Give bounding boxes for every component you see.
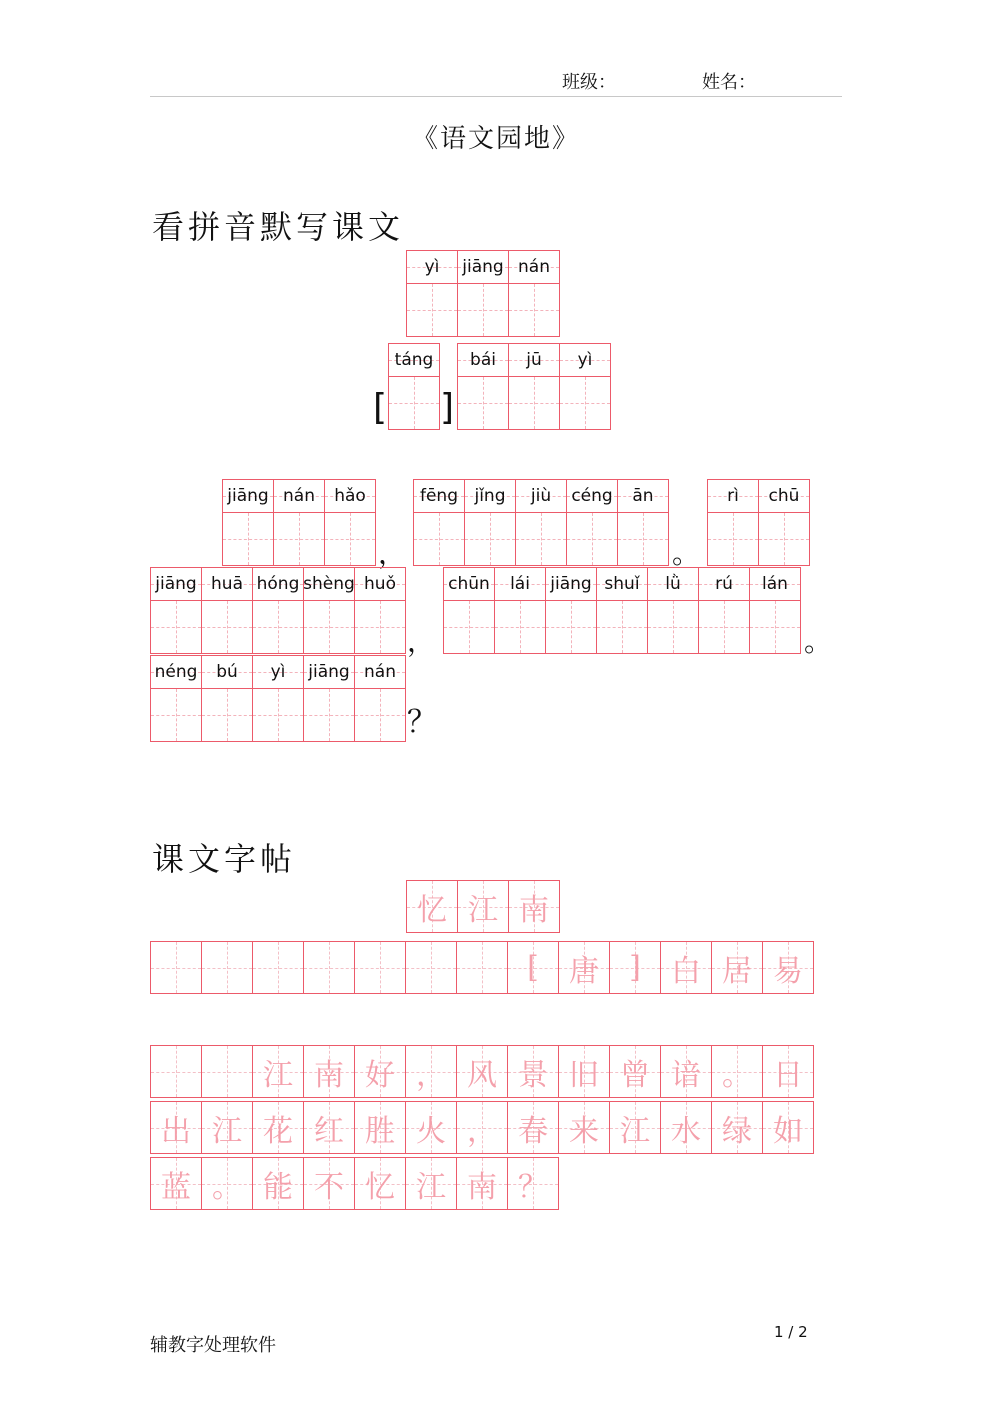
- pinyin-row-title: [406, 250, 560, 337]
- copybook-cell: [201, 1045, 253, 1098]
- pinyin-row-dynasty: [388, 343, 440, 430]
- pinyin-box: [151, 656, 201, 689]
- page-number: 1 / 2: [774, 1323, 808, 1341]
- copybook-cell: [762, 1101, 814, 1154]
- hanzi-box[interactable]: [151, 689, 201, 741]
- copybook-cell: [711, 1045, 763, 1098]
- pinyin-text: shuǐ: [604, 574, 640, 594]
- copybook-cell: [456, 941, 508, 994]
- writing-cell: [354, 567, 406, 654]
- writing-cell: [494, 567, 546, 654]
- copybook-cell: [303, 1045, 355, 1098]
- writing-cell: [566, 479, 618, 566]
- trace-char: 。: [212, 1169, 242, 1205]
- trace-char: 江: [468, 892, 498, 928]
- name-label: 姓名：: [702, 72, 756, 93]
- pinyin-box: [648, 568, 698, 601]
- pinyin-box: [699, 568, 749, 601]
- pinyin-box: [407, 251, 457, 284]
- writing-cell: [508, 250, 560, 337]
- pinyin-box: [253, 656, 303, 689]
- trace-char: 旧: [569, 1057, 599, 1093]
- trace-char: 南: [519, 892, 549, 928]
- copybook-cell: [558, 941, 610, 994]
- copybook-cell: [405, 1101, 457, 1154]
- trace-char: 易: [773, 953, 803, 989]
- pinyin-box: [444, 568, 494, 601]
- bracket-left: [: [373, 387, 388, 428]
- writing-cell: [617, 479, 669, 566]
- copybook-row: [150, 1045, 814, 1098]
- copybook-cell: [303, 941, 355, 994]
- pinyin-text: chū: [768, 486, 800, 506]
- pinyin-box: [355, 656, 405, 689]
- pinyin-box: [495, 568, 545, 601]
- copybook-cell: [303, 1157, 355, 1210]
- writing-cell: [698, 567, 750, 654]
- trace-char: 好: [365, 1057, 395, 1093]
- pinyin-box: [253, 568, 303, 601]
- copybook-cell: [456, 1045, 508, 1098]
- copybook-cell: [609, 941, 661, 994]
- trace-char: ]: [629, 950, 641, 985]
- hanzi-box[interactable]: [223, 513, 273, 565]
- hanzi-box[interactable]: [355, 689, 405, 741]
- pinyin-text: jiāng: [155, 574, 197, 594]
- pinyin-text: hóng: [256, 574, 300, 594]
- writing-cell: [222, 479, 274, 566]
- hanzi-box[interactable]: [202, 601, 252, 653]
- punct-comma-1: ，: [378, 537, 407, 570]
- pinyin-text: yì: [577, 350, 593, 370]
- trace-char: 水: [671, 1113, 701, 1149]
- trace-char: 南: [467, 1169, 497, 1205]
- pinyin-text: yì: [424, 257, 440, 277]
- punct-period-2: 。: [804, 625, 833, 658]
- writing-cell: [388, 343, 440, 430]
- pinyin-text: jiù: [530, 486, 552, 506]
- copybook-cell: [252, 1157, 304, 1210]
- trace-char: 不: [314, 1169, 344, 1205]
- trace-char: 火: [416, 1113, 446, 1149]
- hanzi-box[interactable]: [253, 689, 303, 741]
- trace-char: 能: [263, 1169, 293, 1205]
- hanzi-box[interactable]: [458, 284, 508, 336]
- pinyin-text: jū: [526, 350, 542, 370]
- trace-char: 白: [671, 953, 701, 989]
- writing-cell: [201, 567, 253, 654]
- hanzi-box[interactable]: [304, 601, 354, 653]
- copybook-cell: [558, 1045, 610, 1098]
- hanzi-box[interactable]: [407, 284, 457, 336]
- copybook-cell: [354, 941, 406, 994]
- trace-char: ，: [467, 1113, 497, 1149]
- pinyin-text: jiāng: [462, 257, 504, 277]
- pinyin-box: [355, 568, 405, 601]
- copybook-cell: [150, 941, 202, 994]
- hanzi-box[interactable]: [151, 601, 201, 653]
- pinyin-box: [304, 568, 354, 601]
- trace-char: 江: [416, 1169, 446, 1205]
- hanzi-box[interactable]: [509, 284, 559, 336]
- pinyin-box: [325, 480, 375, 513]
- hanzi-box[interactable]: [325, 513, 375, 565]
- pinyin-row-line3: [150, 655, 406, 742]
- hanzi-box[interactable]: [274, 513, 324, 565]
- copybook-cell: [303, 1101, 355, 1154]
- hanzi-box[interactable]: [699, 601, 749, 653]
- pinyin-text: ān: [632, 486, 654, 506]
- pinyin-text: néng: [154, 662, 198, 682]
- pinyin-text: hǎo: [334, 486, 366, 506]
- pinyin-row-line1a: [222, 479, 376, 566]
- hanzi-box[interactable]: [253, 601, 303, 653]
- copybook-cell: [405, 1045, 457, 1098]
- hanzi-box[interactable]: [444, 601, 494, 653]
- copybook-cell: [711, 1101, 763, 1154]
- hanzi-box[interactable]: [495, 601, 545, 653]
- trace-char: 曾: [620, 1057, 650, 1093]
- trace-char: [: [527, 950, 539, 985]
- copybook-cell: [252, 1045, 304, 1098]
- pinyin-box: [458, 251, 508, 284]
- copybook-cell: [405, 941, 457, 994]
- trace-char: ，: [416, 1057, 446, 1093]
- trace-char: 忆: [365, 1169, 395, 1205]
- pinyin-row-author: [457, 343, 611, 430]
- pinyin-box: [516, 480, 566, 513]
- trace-char: 花: [263, 1113, 293, 1149]
- pinyin-box: [750, 568, 800, 601]
- pinyin-text: jiāng: [550, 574, 592, 594]
- copybook-cell: [507, 941, 559, 994]
- copybook-cell: [354, 1045, 406, 1098]
- section-heading-dictation: 看拼音默写课文: [152, 208, 405, 246]
- pinyin-box: [202, 656, 252, 689]
- copybook-row: [150, 941, 814, 994]
- pinyin-box: [509, 251, 559, 284]
- hanzi-box[interactable]: [389, 377, 439, 429]
- copybook-cell: [406, 880, 458, 933]
- punct-period-1: 。: [672, 537, 701, 570]
- bracket-right: ]: [440, 387, 455, 428]
- copybook-cell: [457, 880, 509, 933]
- hanzi-box[interactable]: [618, 513, 668, 565]
- pinyin-text: táng: [394, 350, 434, 370]
- copybook-cell: [660, 1101, 712, 1154]
- pinyin-text: lán: [762, 574, 788, 594]
- writing-cell: [413, 479, 465, 566]
- copybook-cell: [558, 1101, 610, 1154]
- writing-cell: [150, 655, 202, 742]
- copybook-cell: [150, 1157, 202, 1210]
- writing-cell: [545, 567, 597, 654]
- copybook-row: [150, 1157, 559, 1210]
- pinyin-text: jiāng: [227, 486, 269, 506]
- hanzi-box[interactable]: [648, 601, 698, 653]
- pinyin-box: [708, 480, 758, 513]
- punct-question: ？: [407, 705, 437, 740]
- writing-cell: [443, 567, 495, 654]
- trace-char: 江: [212, 1113, 242, 1149]
- pinyin-text: jiāng: [308, 662, 350, 682]
- writing-cell: [457, 343, 509, 430]
- writing-cell: [647, 567, 699, 654]
- pinyin-text: céng: [571, 486, 613, 506]
- writing-cell: [515, 479, 567, 566]
- pinyin-box: [151, 568, 201, 601]
- copybook-row: [406, 880, 560, 933]
- trace-char: 景: [518, 1057, 548, 1093]
- pinyin-box: [759, 480, 809, 513]
- writing-cell: [150, 567, 202, 654]
- hanzi-box[interactable]: [560, 377, 610, 429]
- copybook-row: [150, 1101, 814, 1154]
- writing-cell: [457, 250, 509, 337]
- pinyin-box: [458, 344, 508, 377]
- pinyin-box: [567, 480, 617, 513]
- trace-char: 忆: [417, 892, 447, 928]
- copybook-cell: [711, 941, 763, 994]
- copybook-cell: [609, 1045, 661, 1098]
- pinyin-box: [202, 568, 252, 601]
- hanzi-box[interactable]: [458, 377, 508, 429]
- pinyin-text: rú: [715, 574, 733, 594]
- pinyin-row-line1c: [707, 479, 810, 566]
- pinyin-text: fēng: [419, 486, 458, 506]
- writing-cell: [273, 479, 325, 566]
- pinyin-box: [546, 568, 596, 601]
- pinyin-text: lái: [510, 574, 530, 594]
- trace-char: 蓝: [161, 1169, 191, 1205]
- copybook-cell: [354, 1101, 406, 1154]
- writing-cell: [758, 479, 810, 566]
- pinyin-text: lǜ: [665, 574, 681, 594]
- writing-cell: [324, 479, 376, 566]
- pinyin-row-line2a: [150, 567, 406, 654]
- pinyin-text: nán: [518, 257, 550, 277]
- pinyin-text: nán: [364, 662, 396, 682]
- copybook-cell: [507, 1045, 559, 1098]
- hanzi-box[interactable]: [465, 513, 515, 565]
- pinyin-box: [304, 656, 354, 689]
- copybook-cell: [660, 1045, 712, 1098]
- writing-cell: [596, 567, 648, 654]
- trace-char: 春: [518, 1113, 548, 1149]
- writing-cell: [508, 343, 560, 430]
- trace-char: 出: [161, 1113, 191, 1149]
- writing-cell: [252, 567, 304, 654]
- writing-cell: [252, 655, 304, 742]
- copybook-cell: [405, 1157, 457, 1210]
- pinyin-text: rì: [727, 486, 739, 506]
- hanzi-box[interactable]: [597, 601, 647, 653]
- pinyin-row-line2b: [443, 567, 801, 654]
- hanzi-box[interactable]: [546, 601, 596, 653]
- pinyin-box: [389, 344, 439, 377]
- writing-cell: [749, 567, 801, 654]
- hanzi-box[interactable]: [304, 689, 354, 741]
- trace-char: 江: [620, 1113, 650, 1149]
- trace-char: 红: [314, 1113, 344, 1149]
- pinyin-text: shèng: [303, 574, 355, 594]
- copybook-cell: [456, 1101, 508, 1154]
- hanzi-box[interactable]: [202, 689, 252, 741]
- trace-char: 来: [569, 1113, 599, 1149]
- copybook-cell: [150, 1101, 202, 1154]
- pinyin-text: bú: [216, 662, 238, 682]
- copybook-cell: [762, 941, 814, 994]
- trace-char: 日: [773, 1057, 803, 1093]
- writing-cell: [354, 655, 406, 742]
- copybook-cell: [354, 1157, 406, 1210]
- trace-char: 如: [773, 1113, 803, 1149]
- footer-software-name: 辅教字处理软件: [150, 1335, 276, 1356]
- pinyin-text: yì: [270, 662, 286, 682]
- writing-cell: [464, 479, 516, 566]
- copybook-cell: [508, 880, 560, 933]
- copybook-cell: [201, 1157, 253, 1210]
- trace-char: ？: [518, 1169, 548, 1205]
- hanzi-box[interactable]: [750, 601, 800, 653]
- page-title: 《语文园地》: [411, 124, 580, 154]
- pinyin-box: [509, 344, 559, 377]
- trace-char: 居: [722, 953, 752, 989]
- copybook-cell: [507, 1101, 559, 1154]
- writing-cell: [201, 655, 253, 742]
- copybook-cell: [762, 1045, 814, 1098]
- writing-cell: [559, 343, 611, 430]
- writing-cell: [303, 655, 355, 742]
- copybook-cell: [660, 941, 712, 994]
- writing-cell: [303, 567, 355, 654]
- hanzi-box[interactable]: [516, 513, 566, 565]
- trace-char: 唐: [569, 953, 599, 989]
- copybook-cell: [252, 1101, 304, 1154]
- class-label: 班级：: [562, 72, 616, 93]
- copybook-cell: [507, 1157, 559, 1210]
- pinyin-box: [597, 568, 647, 601]
- header-divider: [150, 96, 842, 97]
- copybook-cell: [201, 1101, 253, 1154]
- pinyin-box: [560, 344, 610, 377]
- pinyin-row-line1b: [413, 479, 669, 566]
- trace-char: 绿: [722, 1113, 752, 1149]
- copybook-cell: [456, 1157, 508, 1210]
- pinyin-text: nán: [283, 486, 315, 506]
- writing-cell: [406, 250, 458, 337]
- trace-char: 胜: [365, 1113, 395, 1149]
- pinyin-box: [223, 480, 273, 513]
- copybook-cell: [201, 941, 253, 994]
- copybook-cell: [150, 1045, 202, 1098]
- pinyin-box: [465, 480, 515, 513]
- punct-comma-2: ，: [407, 625, 436, 658]
- pinyin-box: [274, 480, 324, 513]
- hanzi-box[interactable]: [759, 513, 809, 565]
- hanzi-box[interactable]: [414, 513, 464, 565]
- trace-char: 南: [314, 1057, 344, 1093]
- trace-char: 风: [467, 1057, 497, 1093]
- pinyin-box: [618, 480, 668, 513]
- copybook-cell: [252, 941, 304, 994]
- hanzi-box[interactable]: [708, 513, 758, 565]
- pinyin-text: jǐng: [474, 486, 506, 506]
- trace-char: 江: [263, 1057, 293, 1093]
- pinyin-text: huǒ: [364, 574, 396, 594]
- section-heading-copybook: 课文字帖: [152, 840, 297, 878]
- hanzi-box[interactable]: [355, 601, 405, 653]
- trace-char: 谙: [671, 1057, 701, 1093]
- hanzi-box[interactable]: [567, 513, 617, 565]
- pinyin-text: chūn: [448, 574, 490, 594]
- copybook-cell: [609, 1101, 661, 1154]
- hanzi-box[interactable]: [509, 377, 559, 429]
- pinyin-text: huā: [211, 574, 243, 594]
- trace-char: 。: [722, 1057, 752, 1093]
- writing-cell: [707, 479, 759, 566]
- pinyin-text: bái: [470, 350, 496, 370]
- pinyin-box: [414, 480, 464, 513]
